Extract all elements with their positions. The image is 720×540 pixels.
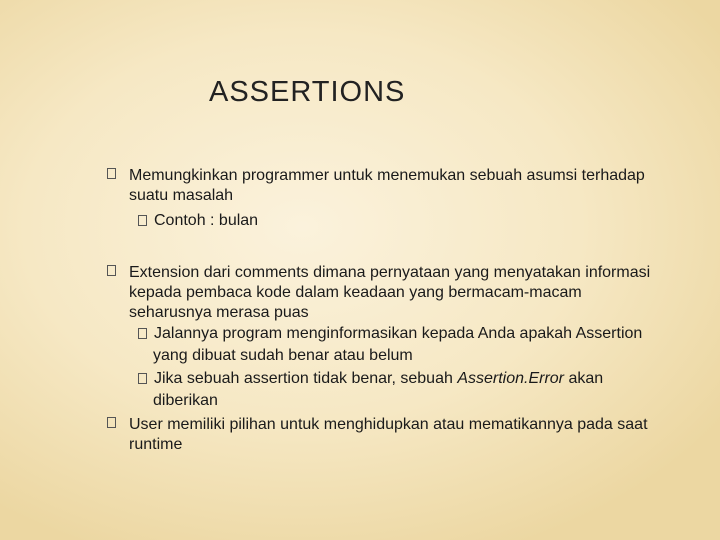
bullet-marker-1 — [107, 168, 116, 179]
sub-bullet-1-1 — [138, 211, 258, 230]
assertion-error-term: Assertion.Error — [457, 370, 565, 387]
sub-bullet-1-1-text: Contoh : bulan — [154, 212, 259, 229]
bullet-3-line-2: runtime — [129, 436, 183, 453]
sub-bullet-2-2 — [138, 369, 603, 388]
bullet-marker-3 — [107, 417, 116, 428]
sub-bullet-marker — [138, 215, 147, 226]
sub-bullet-2-2-line-1a: Jika sebuah assertion tidak benar, sebuah — [154, 370, 458, 387]
sub-bullet-2-1-line-1: Jalannya program menginformasikan kepada Anda apakah Assertion — [154, 325, 643, 342]
slide-title: ASSERTIONS — [209, 76, 406, 108]
sub-bullet-2-1-line-2: yang dibuat sudah benar atau belum — [153, 347, 413, 364]
bullet-2-line-1: Extension dari comments dimana pernyataan yang menyatakan informasi — [129, 264, 651, 281]
sub-bullet-2-2-line-2: diberikan — [153, 392, 218, 409]
bullet-2-line-2: kepada pembaca kode dalam keadaan yang bermacam-macam — [129, 284, 582, 301]
bullet-marker-2 — [107, 265, 116, 276]
bullet-1-line-1: Memungkinkan programmer untuk menemukan sebuah asumsi terhadap — [129, 167, 645, 184]
bullet-3-line-1: User memiliki pilihan untuk menghidupkan atau mematikannya pada saat — [129, 416, 648, 433]
sub-bullet-marker — [138, 373, 147, 384]
bullet-2-line-3: seharusnya merasa puas — [129, 304, 309, 321]
bullet-1-line-2: suatu masalah — [129, 187, 234, 204]
sub-bullet-2-2-line-1c: akan — [564, 370, 604, 387]
sub-bullet-2-1 — [138, 324, 642, 343]
sub-bullet-marker — [138, 328, 147, 339]
